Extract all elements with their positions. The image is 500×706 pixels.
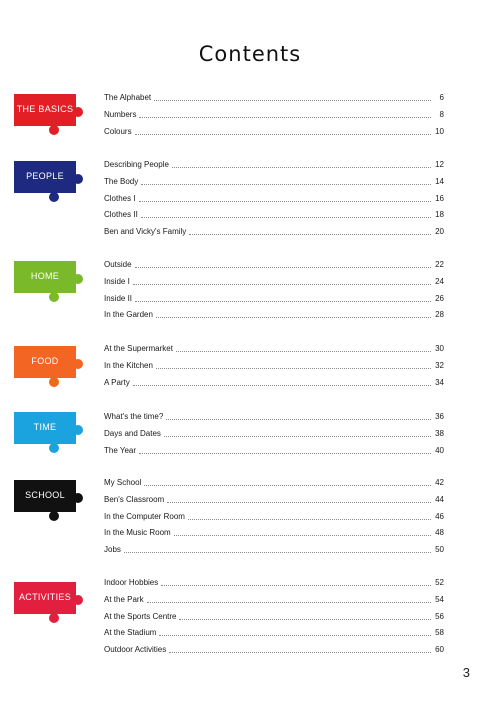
puzzle-piece-icon	[14, 480, 86, 526]
toc-entry[interactable]	[104, 524, 444, 538]
toc-entry[interactable]	[104, 223, 444, 237]
dot-leader	[176, 351, 431, 352]
section-label: FOOD	[31, 356, 59, 366]
entry-page-number: 52	[435, 578, 444, 587]
toc-entry[interactable]	[104, 306, 444, 320]
entry-title: My School	[104, 478, 142, 487]
entry-page-number: 30	[435, 344, 444, 353]
section-badge	[14, 582, 76, 630]
toc-entry[interactable]	[104, 608, 444, 622]
puzzle-knob-bottom	[49, 613, 59, 623]
entry-page-number: 48	[435, 528, 444, 538]
toc-entry[interactable]	[104, 574, 444, 588]
puzzle-knob-bottom	[49, 377, 59, 387]
entry-title: At the Supermarket	[104, 344, 173, 353]
toc-entry[interactable]	[104, 156, 444, 170]
entry-page-number: 38	[435, 428, 444, 438]
toc-entry[interactable]	[104, 190, 444, 204]
puzzle-piece-icon	[14, 161, 86, 207]
toc-entry[interactable]	[104, 541, 444, 555]
entry-title: Numbers	[104, 109, 137, 119]
entry-title: At the Park	[104, 594, 144, 604]
entry-page-number: 10	[435, 126, 444, 136]
section-badge	[14, 261, 76, 309]
page-number: 3	[462, 665, 470, 680]
puzzle-knob-bottom	[49, 292, 59, 302]
entry-title: Indoor Hobbies	[104, 578, 159, 587]
entry-title: Outdoor Activities	[104, 645, 167, 655]
toc-entry[interactable]	[104, 357, 444, 371]
dot-leader	[156, 368, 431, 369]
entry-title: In the Garden	[104, 310, 153, 320]
toc-entry[interactable]	[104, 123, 444, 137]
entry-page-number: 44	[435, 494, 444, 504]
entry-page-number: 32	[435, 360, 444, 370]
toc-entry[interactable]	[104, 491, 444, 505]
dot-leader	[161, 585, 431, 586]
entry-title: The Year	[104, 445, 137, 455]
section-label: HOME	[30, 271, 60, 281]
entry-title: Inside II	[104, 293, 133, 303]
entry-page-number: 14	[435, 176, 444, 186]
section-label: ACTIVITIES	[18, 592, 71, 602]
section-badge	[14, 412, 76, 460]
toc-entry[interactable]	[104, 442, 444, 456]
entry-title: At the Stadium	[104, 628, 157, 638]
toc-entry[interactable]	[104, 206, 444, 220]
toc-entry[interactable]	[104, 106, 444, 120]
puzzle-piece-icon	[14, 412, 86, 458]
entry-page-number: 26	[435, 293, 444, 303]
entry-title: A Party	[104, 377, 130, 387]
dot-leader	[139, 117, 431, 118]
entry-page-number: 46	[435, 511, 444, 521]
entry-title: In the Computer Room	[104, 511, 185, 521]
section-badge	[14, 480, 76, 528]
toc-entry[interactable]	[104, 89, 444, 103]
entry-title: Outside	[104, 260, 132, 269]
dot-leader	[179, 619, 431, 620]
entry-page-number: 24	[435, 276, 444, 286]
entry-title: Ben and Vicky's Family	[104, 227, 187, 237]
dot-leader	[139, 453, 431, 454]
section-badge	[14, 94, 76, 142]
contents-title: Contents	[198, 42, 302, 66]
toc-entry[interactable]	[104, 290, 444, 304]
dot-leader	[188, 519, 431, 520]
dot-leader	[159, 635, 431, 636]
section-label: TIME	[33, 422, 57, 432]
entry-title: In the Kitchen	[104, 360, 153, 370]
toc-entry[interactable]	[104, 508, 444, 522]
dot-leader	[156, 317, 431, 318]
entry-title: Clothes I	[104, 193, 136, 203]
toc-entry[interactable]	[104, 340, 444, 354]
dot-leader	[154, 100, 431, 101]
entry-page-number: 54	[435, 594, 444, 604]
entry-page-number: 56	[435, 611, 444, 621]
puzzle-knob-bottom	[49, 125, 59, 135]
section-badge	[14, 161, 76, 209]
toc-entry[interactable]	[104, 173, 444, 187]
dot-leader	[144, 485, 431, 486]
toc-entry[interactable]	[104, 408, 444, 422]
toc-entry[interactable]	[104, 474, 444, 488]
entry-page-number: 50	[435, 545, 444, 555]
entry-title: Clothes II	[104, 210, 138, 220]
puzzle-knob-bottom	[49, 443, 59, 453]
entry-title: Colours	[104, 126, 132, 136]
entry-title: In the Music Room	[104, 528, 171, 538]
entry-page-number: 22	[435, 260, 444, 269]
entry-page-number: 42	[435, 478, 444, 487]
dot-leader	[135, 134, 431, 135]
dot-leader	[141, 217, 431, 218]
entry-page-number: 18	[435, 210, 444, 220]
entry-page-number: 36	[435, 412, 444, 421]
entry-page-number: 34	[435, 377, 444, 387]
dot-leader	[169, 652, 431, 653]
dot-leader	[166, 419, 431, 420]
puzzle-piece-icon	[14, 346, 86, 392]
dot-leader	[135, 267, 431, 268]
dot-leader	[189, 234, 431, 235]
dot-leader	[139, 201, 431, 202]
entry-page-number: 8	[439, 109, 444, 119]
toc-entry[interactable]	[104, 591, 444, 605]
puzzle-knob-bottom	[49, 192, 59, 202]
section-label: SCHOOL	[25, 490, 65, 500]
entry-title: Describing People	[104, 160, 169, 169]
entry-page-number: 12	[435, 160, 444, 169]
dot-leader	[172, 167, 431, 168]
toc-entry[interactable]	[104, 624, 444, 638]
entry-page-number: 16	[435, 193, 444, 203]
section-label: PEOPLE	[26, 171, 64, 181]
entry-page-number: 58	[435, 628, 444, 638]
dot-leader	[174, 535, 431, 536]
dot-leader	[147, 602, 431, 603]
entry-title: What's the time?	[104, 412, 164, 421]
toc-entry[interactable]	[104, 256, 444, 270]
dot-leader	[135, 301, 431, 302]
entry-title: The Body	[104, 176, 139, 186]
puzzle-piece-icon	[14, 94, 86, 140]
entry-title: Jobs	[104, 545, 121, 555]
puzzle-piece-icon	[14, 582, 86, 628]
toc-entry[interactable]	[104, 273, 444, 287]
entry-title: Inside I	[104, 276, 130, 286]
dot-leader	[124, 552, 431, 553]
entry-title: Ben's Classroom	[104, 494, 165, 504]
puzzle-knob-bottom	[49, 511, 59, 521]
dot-leader	[133, 385, 431, 386]
entry-title: At the Sports Centre	[104, 611, 177, 621]
toc-entry[interactable]	[104, 425, 444, 439]
section-badge	[14, 346, 76, 394]
entry-page-number: 20	[435, 227, 444, 237]
toc-entry[interactable]	[104, 641, 444, 655]
puzzle-piece-icon	[14, 261, 86, 307]
entry-page-number: 28	[435, 310, 444, 320]
entry-page-number: 60	[435, 645, 444, 655]
entry-page-number: 6	[439, 93, 444, 102]
dot-leader	[141, 184, 431, 185]
dot-leader	[164, 436, 431, 437]
dot-leader	[133, 284, 431, 285]
dot-leader	[167, 502, 431, 503]
entry-page-number: 40	[435, 445, 444, 455]
entry-title: Days and Dates	[104, 428, 161, 438]
entry-title: The Alphabet	[104, 93, 152, 102]
section-label: THE BASICS	[16, 104, 74, 114]
toc-entry[interactable]	[104, 374, 444, 388]
